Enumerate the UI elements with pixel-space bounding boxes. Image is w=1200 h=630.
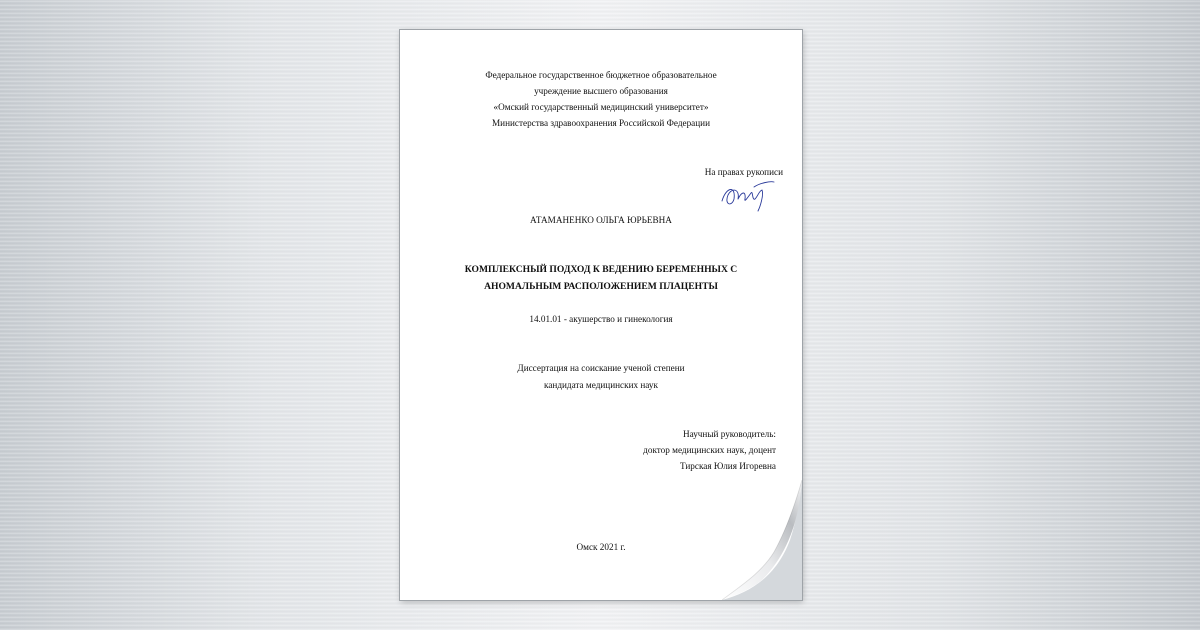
- institution-line-3: «Омский государственный медицинский университет»: [493, 102, 709, 112]
- degree-line-1: Диссертация на соискание ученой степени: [517, 363, 685, 373]
- author-name: АТАМАНЕНКО ОЛЬГА ЮРЬЕВНА: [530, 215, 672, 225]
- place-year: Омск 2021 г.: [576, 542, 626, 552]
- page-curl-icon: [722, 480, 802, 600]
- supervisor-degree: доктор медицинских наук, доцент: [643, 445, 776, 455]
- document-page: [400, 30, 802, 600]
- supervisor-label: Научный руководитель:: [682, 429, 776, 439]
- specialty: 14.01.01 - акушерство и гинекология: [529, 314, 673, 324]
- signature-icon: [718, 177, 778, 213]
- institution-line-4: Министерства здравоохранения Российской Федерации: [492, 118, 710, 128]
- title-line-1: КОМПЛЕКСНЫЙ ПОДХОД К ВЕДЕНИЮ БЕРЕМЕННЫХ С: [464, 264, 738, 275]
- institution-line-2: учреждение высшего образования: [534, 86, 668, 96]
- manuscript-note: На правах рукописи: [704, 167, 783, 177]
- title-line-2: АНОМАЛЬНЫМ РАСПОЛОЖЕНИЕМ ПЛАЦЕНТЫ: [484, 281, 718, 292]
- supervisor-name: Тирская Юлия Игоревна: [679, 461, 776, 471]
- degree-line-2: кандидата медицинских наук: [544, 380, 658, 390]
- institution-line-1: Федеральное государственное бюджетное образовательное: [485, 70, 717, 80]
